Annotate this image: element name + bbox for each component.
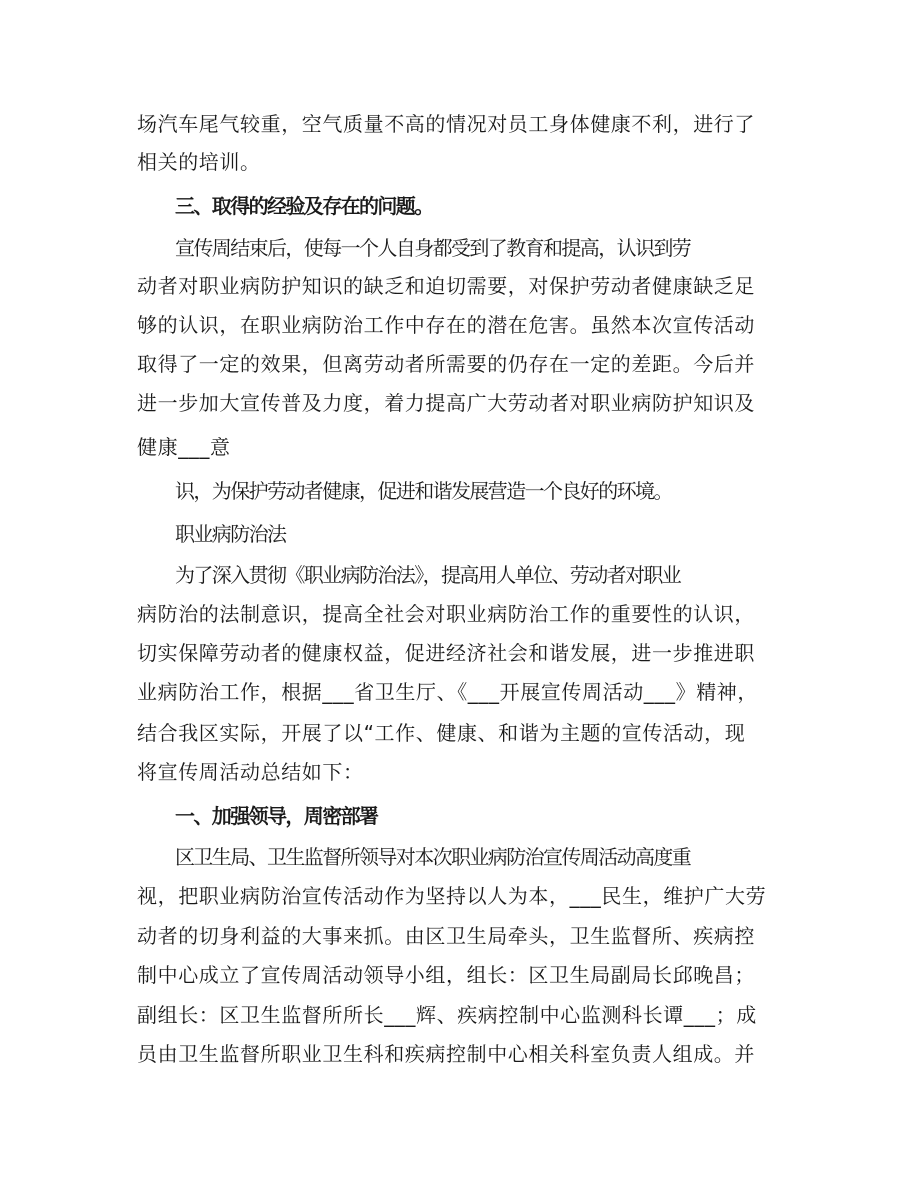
section-heading: 一、加强领导，周密部署 bbox=[175, 804, 378, 828]
body-text-line: 视，把职业病防治宣传活动作为坚持以人为本，___民生，维护广大劳 bbox=[137, 884, 767, 908]
paragraph-start: 区卫生局、卫生监督所领导对本次职业病防治宣传周活动高度重 bbox=[175, 845, 691, 869]
body-text-line: 场汽车尾气较重，空气质量不高的情况对员工身体健康不利，进行了 bbox=[137, 112, 755, 136]
paragraph-start: 识，为保护劳动者健康，促进和谐发展营造一个良好的环境。 bbox=[175, 479, 672, 503]
body-text-line: 病防治的法制意识，提高全社会对职业病防治工作的重要性的认识， bbox=[137, 602, 755, 626]
body-text-line: 业病防治工作，根据___省卫生厅、《___开展宣传周活动___》精神， bbox=[137, 680, 758, 704]
body-text-line: 动者对职业病防护知识的缺乏和迫切需要，对保护劳动者健康缺乏足 bbox=[137, 274, 755, 298]
body-text-line: 健康___意 bbox=[137, 435, 231, 459]
body-text-line: 进一步加大宣传普及力度，着力提高广大劳动者对职业病防护知识及 bbox=[137, 391, 755, 415]
section-heading: 三、取得的经验及存在的问题。 bbox=[175, 194, 433, 218]
body-text-line: 制中心成立了宣传周活动领导小组，组长：区卫生局副局长邱晚昌； bbox=[137, 963, 755, 987]
document-title: 职业病防治法 bbox=[175, 522, 286, 546]
body-text-line: 取得了一定的效果，但离劳动者所需要的仍存在一定的差距。今后并 bbox=[137, 352, 755, 376]
paragraph-start: 为了深入贯彻《职业病防治法》，提高用人单位、劳动者对职业 bbox=[175, 563, 681, 587]
body-text-line: 副组长：区卫生监督所所长___辉、疾病控制中心监测科长谭___；成 bbox=[137, 1003, 757, 1027]
body-text-line: 相关的培训。 bbox=[137, 150, 261, 174]
body-text-line: 结合我区实际，开展了以“工作、健康、和谐为主题的宣传活动，现 bbox=[137, 721, 746, 745]
body-text-line: 够的认识，在职业病防治工作中存在的潜在危害。虽然本次宣传活动 bbox=[137, 313, 755, 337]
paragraph-start: 宣传周结束后，使每一个人自身都受到了教育和提高，认识到劳 bbox=[175, 236, 691, 260]
body-text-line: 动者的切身利益的大事来抓。由区卫生局牵头，卫生监督所、疾病控 bbox=[137, 924, 755, 948]
body-text-line: 切实保障劳动者的健康权益，促进经济社会和谐发展，进一步推进职 bbox=[137, 641, 755, 665]
body-text-line: 将宣传周活动总结如下： bbox=[137, 760, 364, 784]
body-text-line: 员由卫生监督所职业卫生科和疾病控制中心相关科室负责人组成。并 bbox=[137, 1042, 755, 1066]
